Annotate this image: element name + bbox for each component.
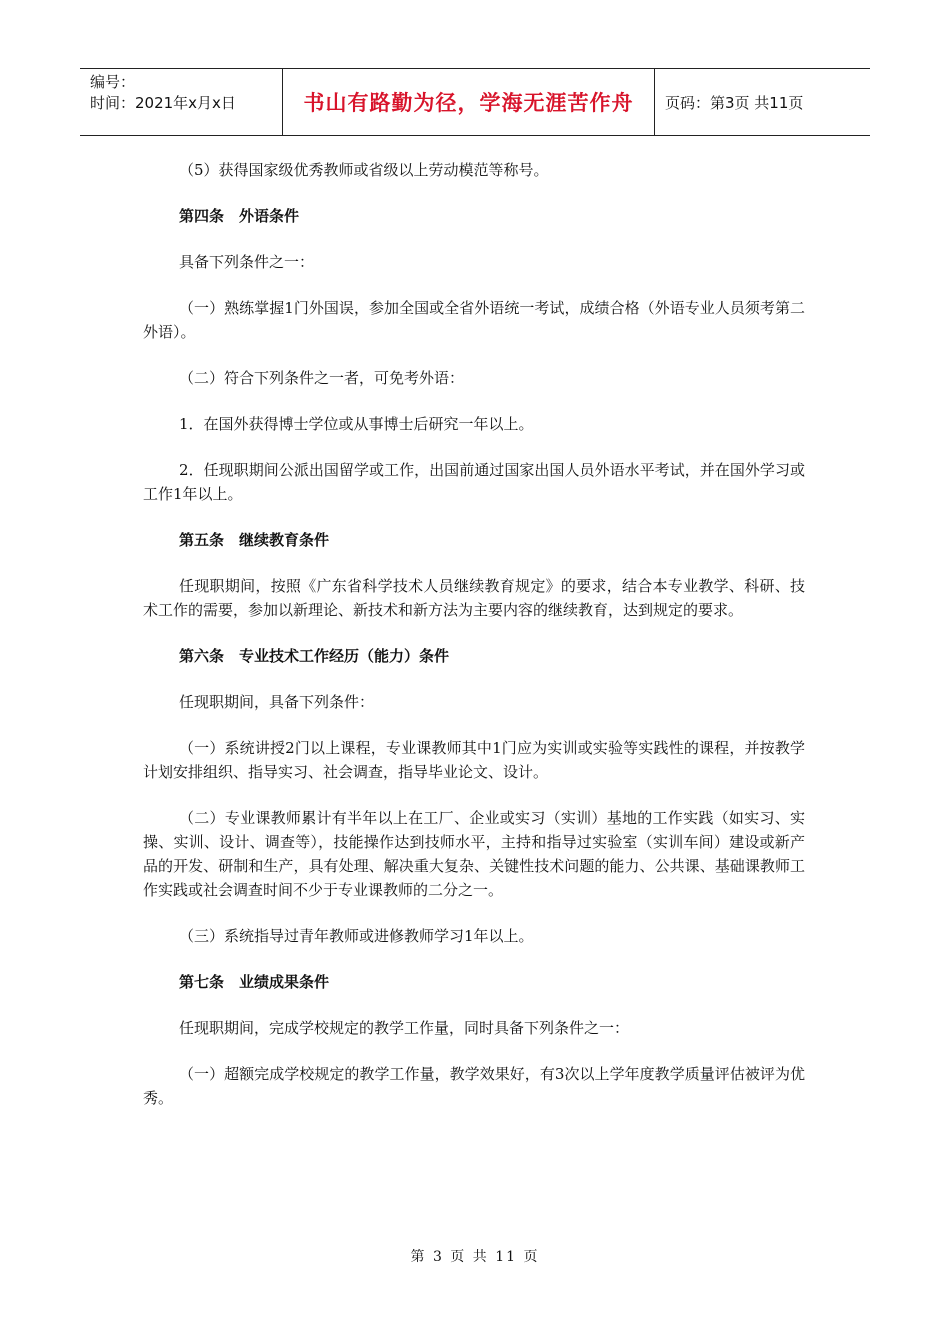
paragraph: （二）专业课教师累计有半年以上在工厂、企业或实习（实训）基地的工作实践（如实习、实操、实训、设计、调查等），技能操作达到技师水平，主持和指导过实验室（实训车间）建设或新产品的开发、研制和生产，具有处理、解决重大复杂、关键性技术问题的能力、公共课、基础课教师工作实践或社会调查时间不少于专业课教师的二分之一。 — [143, 809, 805, 899]
header-slogan-cell — [282, 69, 655, 135]
number-label: 编号： — [90, 73, 136, 91]
date-label: 时间：2021年x月x日 — [90, 94, 236, 112]
paragraph: （三）系统指导过青年教师或进修教师学习1年以上。 — [179, 927, 534, 945]
section-heading: 第五条 继续教育条件 — [179, 531, 330, 549]
header-info — [80, 69, 282, 135]
paragraph: （一）熟练掌握1门外国误，参加全国或全省外语统一考试，成绩合格（外语专业人员须考第二外语）。 — [143, 299, 805, 341]
paragraph: 任现职期间，具备下列条件： — [179, 693, 375, 711]
paragraph: （二）符合下列条件之一者，可免考外语： — [179, 369, 465, 387]
section-heading: 第六条 专业技术工作经历（能力）条件 — [179, 647, 450, 665]
footer-page-number: 第 3 页 共 11 页 — [410, 1249, 540, 1265]
paragraph: 2．任现职期间公派出国留学或工作，出国前通过国家出国人员外语水平考试，并在国外学习或工作1年以上。 — [143, 461, 805, 503]
page-info: 页码：第3页 共11页 — [665, 93, 804, 112]
section-heading: 第七条 业绩成果条件 — [179, 973, 330, 991]
document-header — [80, 68, 870, 136]
header-page-info — [655, 69, 870, 135]
page-footer — [0, 1246, 950, 1266]
paragraph: 1．在国外获得博士学位或从事博士后研究一年以上。 — [179, 415, 534, 433]
paragraph: （5）获得国家级优秀教师或省级以上劳动模范等称号。 — [179, 161, 549, 179]
document-body — [143, 158, 805, 1132]
paragraph: 具备下列条件之一： — [179, 253, 315, 271]
paragraph: 任现职期间，按照《广东省科学技术人员继续教育规定》的要求，结合本专业教学、科研、技术工作的需要，参加以新理论、新技术和新方法为主要内容的继续教育，达到规定的要求。 — [143, 577, 805, 619]
paragraph: （一）超额完成学校规定的教学工作量，教学效果好，有3次以上学年度教学质量评估被评为优秀。 — [143, 1065, 805, 1107]
section-heading: 第四条 外语条件 — [179, 207, 300, 225]
paragraph: 任现职期间，完成学校规定的教学工作量，同时具备下列条件之一： — [179, 1019, 630, 1037]
slogan: 书山有路勤为径，学海无涯苦作舟 — [303, 91, 634, 115]
paragraph: （一）系统讲授2门以上课程，专业课教师其中1门应为实训或实验等实践性的课程，并按教学计划安排组织、指导实习、社会调查，指导毕业论文、设计。 — [143, 739, 805, 781]
